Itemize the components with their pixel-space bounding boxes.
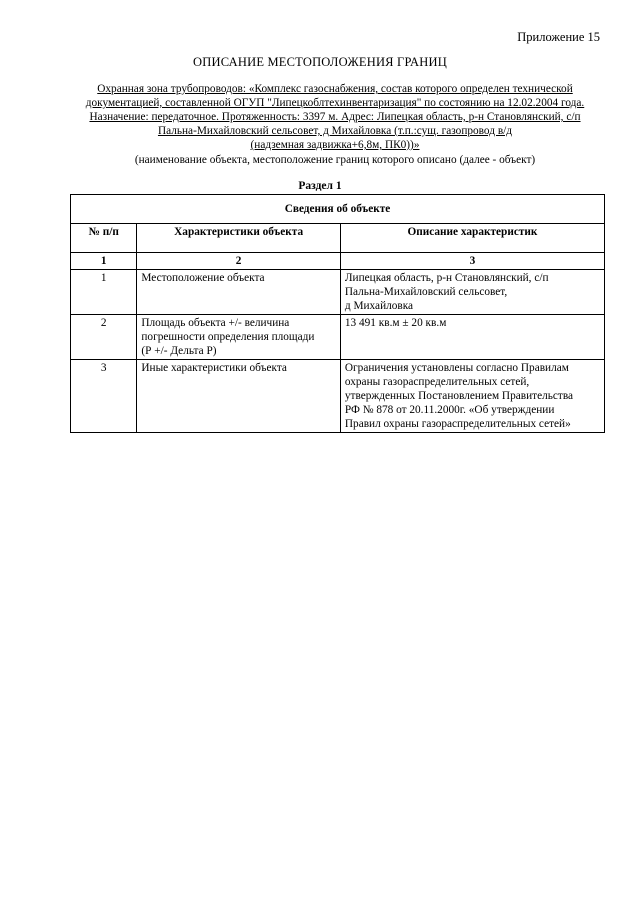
row-description-line: Ограничения установлены согласно Правилам — [344, 362, 569, 374]
row-characteristic — [137, 360, 341, 433]
object-info-table — [70, 194, 605, 433]
col-number-3: 3 — [340, 253, 604, 270]
section-title: Раздел 1 — [298, 180, 342, 192]
header-description: Описание характеристик — [340, 224, 604, 253]
appendix-label: Приложение 15 — [517, 30, 600, 44]
object-line-5: (надземная задвижка+6,8м, ПК0))» — [250, 139, 420, 151]
object-line-4: Пальна-Михайловский сельсовет, д Михайловка (т.п.:сущ. газопровод в/д — [157, 125, 513, 137]
row-num: 2 — [71, 315, 137, 360]
table-title: Сведения об объекте — [71, 195, 605, 224]
row-characteristic-line: погрешности определения площади — [141, 331, 315, 343]
row-description — [340, 360, 604, 433]
row-description-line: Правил охраны газораспределительных сетей» — [344, 418, 571, 430]
row-characteristic-line: Иные характеристики объекта — [141, 362, 287, 374]
header-characteristic: Характеристики объекта — [137, 224, 341, 253]
row-description — [340, 315, 604, 360]
table-col-number-row — [71, 253, 605, 270]
header-num: № п/п — [71, 224, 137, 253]
table-row — [71, 315, 605, 360]
table-row — [71, 270, 605, 315]
col-number-2: 2 — [137, 253, 341, 270]
row-num: 1 — [71, 270, 137, 315]
row-description-line: охраны газораспределительных сетей, — [344, 376, 530, 388]
document-title: ОПИСАНИЕ МЕСТОПОЛОЖЕНИЯ ГРАНИЦ — [193, 55, 447, 69]
row-characteristic-line: Местоположение объекта — [141, 272, 265, 284]
object-line-1: Охранная зона трубопроводов: «Комплекс газоснабжения, состав которого определен технической — [97, 83, 573, 95]
object-caption: (наименование объекта, местоположение границ которого описано (далее - объект) — [134, 154, 536, 166]
row-characteristic-line: Площадь объекта +/- величина — [141, 317, 290, 329]
row-characteristic — [137, 270, 341, 315]
row-description-line: 13 491 кв.м ± 20 кв.м — [344, 317, 447, 329]
row-description-line: РФ № 878 от 20.11.2000г. «Об утверждении — [344, 404, 555, 416]
row-characteristic — [137, 315, 341, 360]
row-characteristic-line: (Р +/- Дельта Р) — [141, 345, 217, 357]
row-description — [340, 270, 604, 315]
object-line-3: Назначение: передаточное. Протяженность: 3397 м. Адрес: Липецкая область, р-н Становлянский, с/п — [89, 111, 581, 123]
row-description-line: Липецкая область, р-н Становлянский, с/п — [344, 272, 549, 284]
object-line-2: документацией, составленной ОГУП "Липецкоблтехинвентаризация" по состоянию на 12.02.2004 года. — [85, 97, 585, 109]
col-number-1: 1 — [71, 253, 137, 270]
table-header-row — [71, 224, 605, 253]
object-description — [70, 82, 600, 167]
row-num: 3 — [71, 360, 137, 433]
row-description-line: Пальна-Михайловский сельсовет, — [344, 286, 508, 298]
table-row — [71, 360, 605, 433]
row-description-line: утвержденных Постановлением Правительства — [344, 390, 574, 402]
row-description-line: д Михайловка — [344, 300, 414, 312]
